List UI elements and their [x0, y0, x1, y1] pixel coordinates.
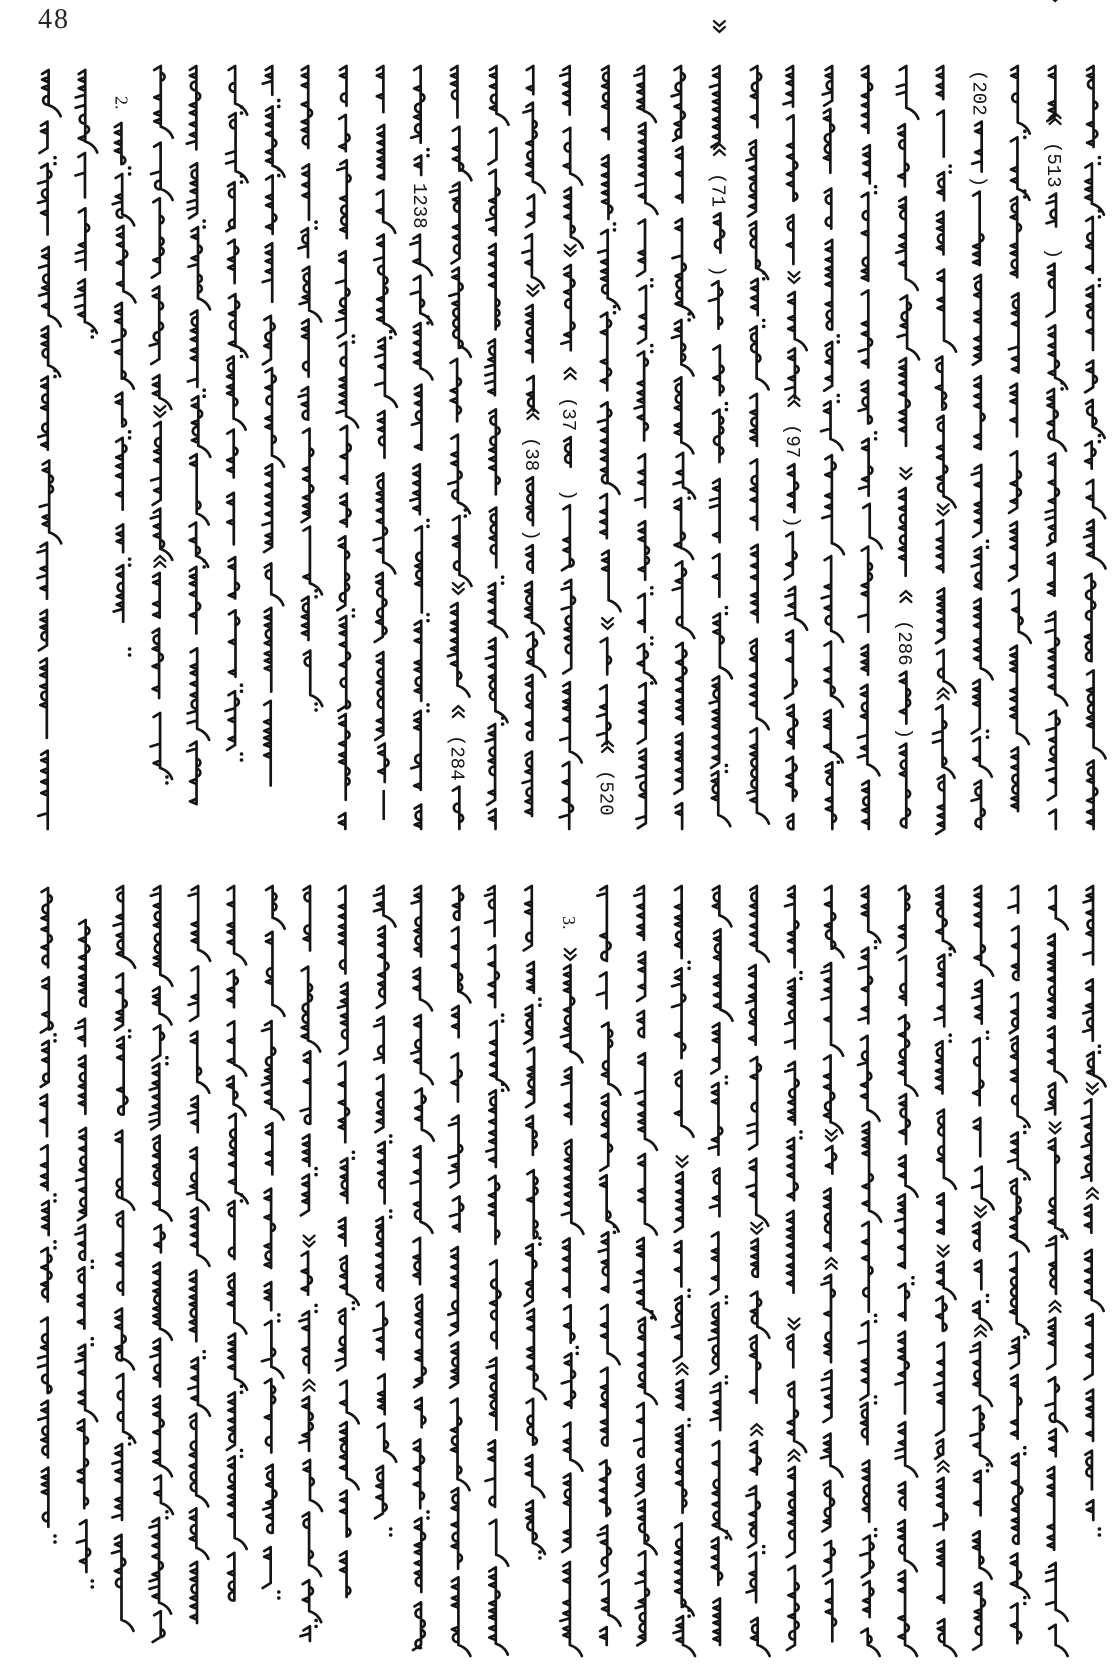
quote-bracket-mark: [975, 1325, 986, 1336]
quote-bracket-mark: [1050, 113, 1061, 124]
text-column: [38, 70, 62, 829]
text-column: [895, 886, 917, 1656]
text-column: [934, 886, 956, 1656]
text-column: [262, 886, 285, 1600]
quote-bracket-mark: [900, 591, 911, 602]
section-marker: 2.: [111, 96, 132, 110]
text-column: [1046, 886, 1068, 1656]
text-column: [672, 886, 695, 1656]
quote-bracket-mark: [751, 1223, 762, 1234]
inline-number-token: (286: [892, 620, 915, 666]
inline-number-token: (284: [445, 735, 468, 781]
quote-bracket-mark: [789, 395, 800, 406]
quote-bracket-mark: [304, 1380, 315, 1391]
text-column: [821, 886, 844, 1641]
quote-bracket-mark: [1087, 1188, 1098, 1199]
text-column: [893, 66, 919, 828]
quote-bracket-mark: [938, 688, 949, 699]
quote-bracket-mark: [154, 406, 165, 417]
text-column: [299, 886, 322, 1641]
quote-bracket-mark: [1087, 1083, 1098, 1094]
quote-bracket-mark: [714, 21, 725, 32]
quote-bracket-mark: [304, 1236, 315, 1247]
text-column: [1082, 886, 1106, 1537]
quote-bracket-mark: [938, 1246, 949, 1257]
text-column: [75, 70, 97, 339]
quote-bracket-mark: [527, 408, 538, 419]
quote-bracket-mark: [453, 583, 464, 594]
quote-bracket-mark: [154, 556, 165, 567]
text-column: [112, 886, 135, 1631]
text-column: [150, 66, 173, 785]
text-column: [374, 886, 396, 1537]
text-column: [1042, 0, 1067, 829]
quote-bracket-mark: [975, 1206, 986, 1217]
quote-bracket-mark: [677, 1156, 688, 1167]
text-column: [706, 21, 731, 826]
quote-bracket-mark: [453, 706, 464, 717]
text-column: [634, 886, 657, 1645]
closing-paren-token: ): [892, 727, 915, 740]
text-column: [374, 66, 397, 820]
text-column: [485, 886, 509, 1655]
quote-bracket-mark: [714, 144, 725, 155]
text-column: [226, 66, 248, 762]
text-column: [227, 886, 248, 1601]
text-column: [970, 886, 993, 1650]
quote-bracket-mark: [602, 741, 613, 752]
text-column: [858, 886, 881, 1656]
quote-bracket-mark: [900, 468, 911, 479]
quote-bracket-mark: [1050, 1122, 1061, 1133]
quote-bracket-mark: [938, 1461, 949, 1472]
inline-number-token: (520: [594, 770, 617, 816]
quote-bracket-mark: [826, 1130, 837, 1141]
text-column: [187, 66, 210, 804]
text-column: [557, 66, 583, 829]
quote-bracket-mark: [565, 368, 576, 379]
text-column: [336, 66, 358, 829]
inline-number-token: (38: [519, 437, 542, 472]
text-column: [524, 886, 546, 1560]
quote-bracket-mark: [527, 285, 538, 296]
text-column: [746, 66, 768, 824]
quote-bracket-mark: [1050, 0, 1061, 1]
text-column: [150, 886, 173, 1642]
inline-dash-token: [382, 790, 385, 820]
text-column: [445, 66, 471, 829]
text-column: [968, 70, 993, 829]
inline-number-token: (71: [706, 173, 729, 208]
quote-bracket-mark: [789, 272, 800, 283]
text-column: [336, 886, 359, 1597]
quote-bracket-mark: [1050, 1301, 1061, 1312]
section-marker: 3.: [559, 916, 580, 930]
quote-bracket-mark: [938, 504, 949, 515]
quote-bracket-mark: [565, 949, 576, 960]
closing-paren-token: ): [967, 175, 990, 188]
text-column: [1009, 66, 1031, 811]
text-column: [746, 886, 769, 1656]
text-column: [634, 66, 657, 828]
text-column: [298, 66, 322, 712]
quote-bracket-mark: [789, 1319, 800, 1330]
text-column: [1084, 66, 1106, 829]
text-column: [781, 66, 807, 829]
inline-number-token: (97: [781, 424, 803, 459]
text-column: [858, 66, 882, 829]
inline-number-token: 1238: [408, 183, 430, 229]
quote-bracket-mark: [602, 618, 613, 629]
text-column: [559, 916, 583, 1656]
page-number: 48: [38, 4, 70, 35]
text-column: [448, 886, 470, 1656]
quote-bracket-mark: [751, 1424, 762, 1435]
quote-bracket-mark: [789, 1450, 800, 1461]
text-column: [1008, 886, 1029, 1643]
text-column: [112, 96, 136, 657]
text-column: [597, 886, 621, 1645]
text-column: [75, 920, 97, 1589]
text-column: [785, 886, 806, 1650]
text-column: [263, 66, 285, 786]
text-column: [187, 886, 210, 1623]
text-column: [38, 888, 57, 1544]
text-column: [411, 886, 434, 1650]
inline-number-token: (513: [1042, 142, 1065, 188]
text-column: [821, 66, 844, 829]
closing-paren-token: ): [781, 516, 803, 528]
quote-bracket-mark: [826, 1258, 837, 1269]
text-column: [520, 66, 545, 816]
inline-number-token: (202: [967, 70, 990, 116]
closing-paren-token: ): [519, 529, 542, 541]
text-column: [672, 66, 696, 829]
text-column: [485, 66, 508, 829]
inline-number-token: (37: [557, 397, 580, 432]
text-column: [933, 66, 956, 834]
closing-paren-token: ): [1042, 247, 1065, 260]
text-column: [408, 66, 432, 829]
text-column: [709, 886, 733, 1645]
quote-bracket-mark: [565, 245, 576, 256]
closing-paren-token: ): [706, 265, 729, 277]
text-column: [595, 66, 621, 816]
closing-paren-token: ): [557, 489, 580, 501]
quote-bracket-mark: [677, 1363, 688, 1374]
